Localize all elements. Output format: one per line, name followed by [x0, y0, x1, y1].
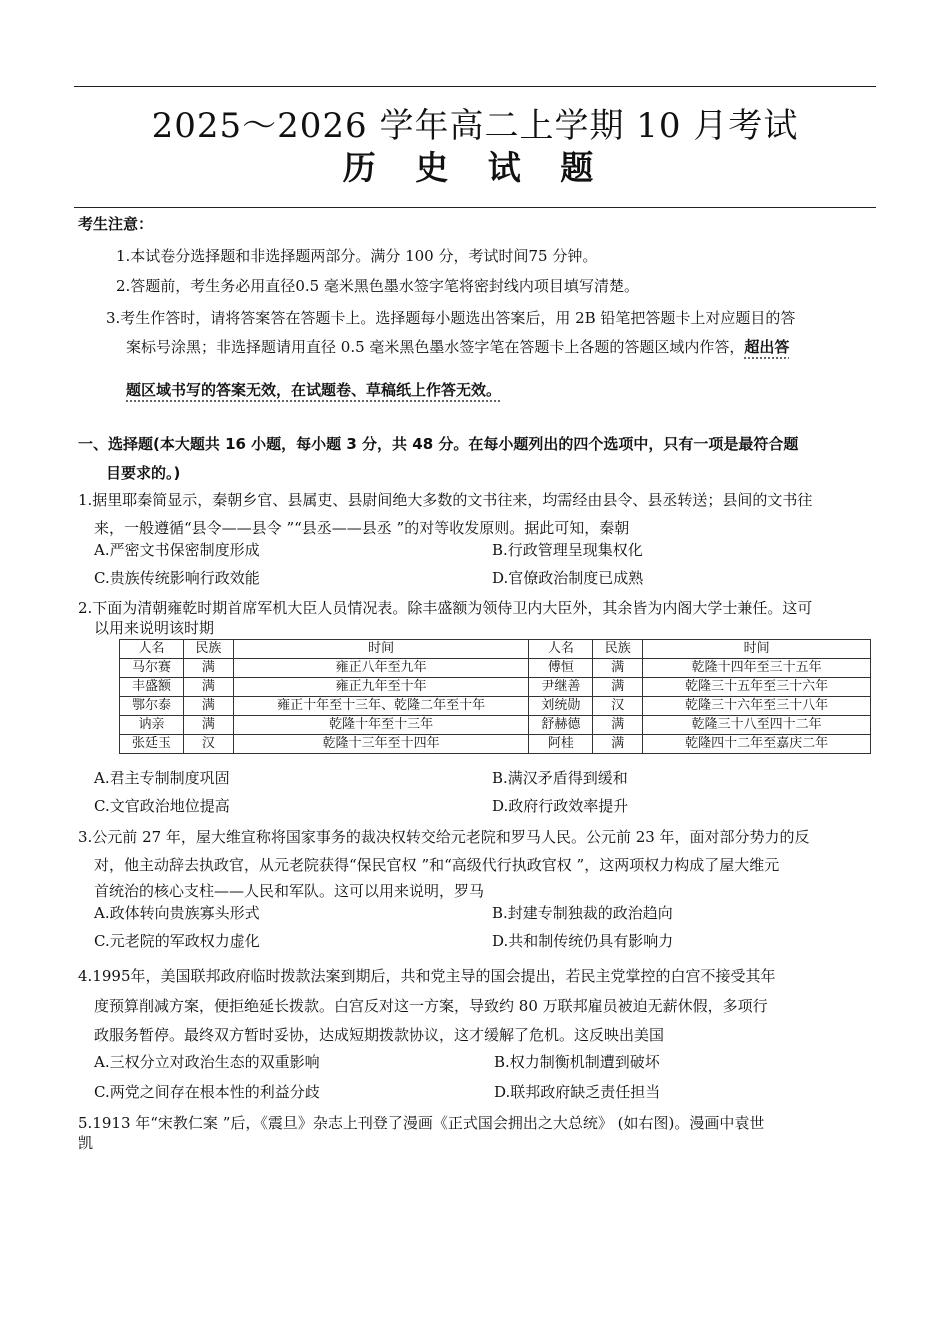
table-cell: 汉 [183, 735, 233, 754]
table-header-row [120, 640, 871, 659]
q4-option-c: C.两党之间存在根本性的利益分歧 [94, 1083, 320, 1101]
table-cell: 满 [183, 716, 233, 735]
table-row [120, 735, 871, 754]
q4-option-a: A.三权分立对政治生态的双重影响 [94, 1053, 320, 1071]
ministers-table [119, 639, 871, 754]
table-cell: 舒赫德 [529, 716, 593, 735]
q3-stem-line-2: 对，他主动辞去执政官，从元老院获得“保民官权 ”和“高级代行执政官权 ”，这两项权力构成了屋大维元 [94, 856, 780, 874]
q1-option-d: D.官僚政治制度已成熟 [492, 569, 644, 587]
table-cell: 阿桂 [529, 735, 593, 754]
section-1-heading-line-2: 目要求的。) [106, 464, 181, 482]
q5-stem-line-2: 凯 [78, 1134, 94, 1152]
subject-title: 历 史 试 题 [342, 148, 608, 187]
exam-title: 2025～2026 学年高二上学期 10 月考试 [151, 106, 799, 146]
table-cell: 马尔赛 [120, 659, 184, 678]
table-cell: 满 [183, 659, 233, 678]
q1-option-a: A.严密文书保密制度形成 [94, 541, 260, 559]
q2-option-a: A.君主专制制度巩固 [94, 769, 230, 787]
top-rule [74, 86, 876, 87]
table-cell: 乾隆十四年至三十五年 [643, 659, 871, 678]
q2-stem-line-2: 以用来说明该时期 [94, 619, 215, 637]
notice-heading: 考生注意： [78, 215, 154, 233]
table-cell: 丰盛额 [120, 678, 184, 697]
q4-stem-line-2: 度预算削减方案，便拒绝延长拨款。白宫反对这一方案，导致约 80 万联邦雇员被迫无薪休假，多项行 [94, 997, 768, 1015]
table-cell: 乾隆四十二年至嘉庆二年 [643, 735, 871, 754]
q1-stem-line-2: 来，一般遵循“县令——县令 ”“县丞——县丞 ”的对等收发原则。据此可知，秦朝 [94, 519, 630, 537]
q2-option-d: D.政府行政效率提升 [492, 797, 629, 815]
table-cell: 傅恒 [529, 659, 593, 678]
table-cell: 满 [593, 716, 643, 735]
notice-item-1: 1.本试卷分选择题和非选择题两部分。满分 100 分，考试时间75 分钟。 [116, 247, 598, 265]
table-cell: 乾隆三十六年至三十八年 [643, 697, 871, 716]
q4-stem-line-3: 政服务暂停。最终双方暂时妥协，达成短期拨款协议，这才缓解了危机。这反映出美国 [94, 1026, 665, 1044]
table-cell: 乾隆十年至十三年 [233, 716, 529, 735]
table-cell: 刘统勋 [529, 697, 593, 716]
table-cell: 讷亲 [120, 716, 184, 735]
table-cell: 张廷玉 [120, 735, 184, 754]
table-cell: 汉 [593, 697, 643, 716]
q4-stem-line-1: 4.1995年，美国联邦政府临时拨款法案到期后，共和党主导的国会提出，若民主党掌控的白宫不接受其年 [78, 967, 776, 985]
table-cell: 满 [593, 735, 643, 754]
table-cell: 尹继善 [529, 678, 593, 697]
table-cell: 乾隆十三年至十四年 [233, 735, 529, 754]
q2-option-c: C.文官政治地位提高 [94, 797, 230, 815]
notice-item-3-line-3: 题区域书写的答案无效，在试题卷、草稿纸上作答无效。 [126, 381, 502, 399]
table-header-cell: 民族 [593, 640, 643, 659]
table-cell: 鄂尔泰 [120, 697, 184, 716]
table-cell: 满 [183, 697, 233, 716]
notice-item-3-text: 案标号涂黑；非选择题请用直径 0.5 毫米黑色墨水签字笔在答题卡上各题的答题区域内作答， [126, 338, 745, 356]
table-cell: 雍正九年至十年 [233, 678, 529, 697]
q2-option-b: B.满汉矛盾得到缓和 [492, 769, 628, 787]
table-cell: 满 [593, 678, 643, 697]
q1-option-c: C.贵族传统影响行政效能 [94, 569, 260, 587]
section-1-heading-line-1: 一、选择题(本大题共 16 小题，每小题 3 分，共 48 分。在每小题列出的四个选项中，只有一项是最符合题 [78, 435, 799, 453]
table-header-cell: 时间 [233, 640, 529, 659]
table-header-cell: 时间 [643, 640, 871, 659]
table-header-cell: 人名 [120, 640, 184, 659]
q3-option-d: D.共和制传统仍具有影响力 [492, 932, 674, 950]
q3-stem-line-1: 3.公元前 27 年，屋大维宣称将国家事务的裁决权转交给元老院和罗马人民。公元前 23 年，面对部分势力的反 [78, 828, 810, 846]
q3-stem-line-3: 首统治的核心支柱——人民和军队。这可以用来说明，罗马 [94, 882, 485, 900]
table-row [120, 659, 871, 678]
header-bottom-rule [74, 207, 876, 208]
q3-option-a: A.政体转向贵族寡头形式 [94, 904, 260, 922]
q1-stem-line-1: 1.据里耶秦简显示，秦朝乡官、县属吏、县尉间绝大多数的文书往来，均需经由县令、县丞转送；县间的文书往 [78, 491, 813, 509]
table-cell: 乾隆三十八至四十二年 [643, 716, 871, 735]
table-cell: 雍正十年至十三年、乾隆二年至十年 [233, 697, 529, 716]
notice-item-3-line-1: 3.考生作答时，请将答案答在答题卡上。选择题每小题选出答案后，用 2B 铅笔把答题卡上对应题目的答 [106, 309, 796, 327]
notice-item-3-line-2 [126, 337, 789, 357]
table-header-cell: 民族 [183, 640, 233, 659]
q4-option-d: D.联邦政府缺乏责任担当 [494, 1083, 661, 1101]
table-cell: 满 [593, 659, 643, 678]
q3-option-c: C.元老院的军政权力虚化 [94, 932, 260, 950]
q1-option-b: B.行政管理呈现集权化 [492, 541, 643, 559]
notice-item-3-emphasis: 超出答 [744, 338, 790, 356]
table-cell: 雍正八年至九年 [233, 659, 529, 678]
table-row [120, 716, 871, 735]
q3-option-b: B.封建专制独裁的政治趋向 [492, 904, 673, 922]
table-row [120, 697, 871, 716]
q2-stem-line-1: 2.下面为清朝雍乾时期首席军机大臣人员情况表。除丰盛额为领侍卫内大臣外，其余皆为内阁大学士兼任。这可 [78, 599, 813, 617]
notice-item-2: 2.答题前，考生务必用直径0.5 毫米黑色墨水签字笔将密封线内项目填写清楚。 [116, 277, 639, 295]
table-cell: 乾隆三十五年至三十六年 [643, 678, 871, 697]
q4-option-b: B.权力制衡机制遭到破坏 [494, 1053, 660, 1071]
table-cell: 满 [183, 678, 233, 697]
q5-stem-line-1: 5.1913 年“宋教仁案 ”后，《震旦》杂志上刊登了漫画《正式国会拥出之大总统》 (如右图)。漫画中袁世 [78, 1114, 765, 1132]
table-header-cell: 人名 [529, 640, 593, 659]
table-row [120, 678, 871, 697]
